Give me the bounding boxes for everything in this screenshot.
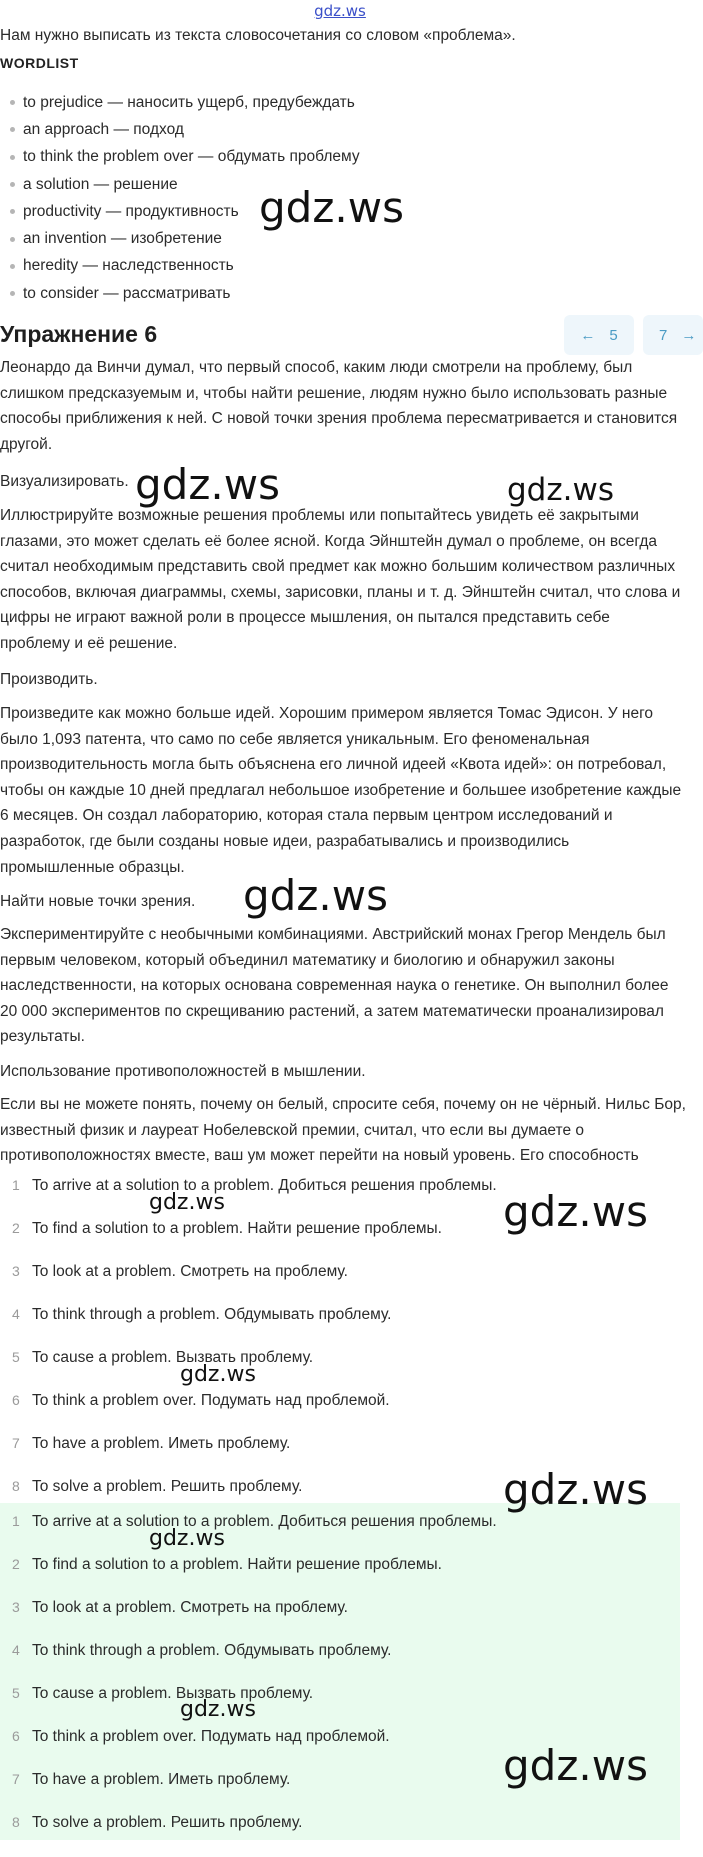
list-item: 3 To look at a problem. Смотреть на проблему.	[12, 1599, 348, 1616]
watermark: gdz.ws	[243, 871, 388, 920]
paragraph: Произведите как можно больше идей. Хорошим примером является Томас Эдисон. У него было 1,093 патента, что само по себе является уникальным. Его феноменальная производительность могла быть объяснена его личной идеей «Квота идей»: он потребовал, чтобы он каждые 10 дней предлагал небольшое изобретение и большее изобретение каждые 6 месяцев. Он создал лабораторию, которая стала первым центром исследований и разработок, где были созданы новые идеи, разрабатывались и производились промышленные образцы.	[0, 705, 682, 876]
section-heading: Использование противоположностей в мышлении.	[0, 1063, 366, 1080]
site-link[interactable]: gdz.ws	[314, 2, 366, 20]
bullet-icon	[10, 264, 15, 269]
wordlist-item: a solution — решение	[0, 171, 360, 198]
wordlist-item: to prejudice — наносить ущерб, предубеждать	[0, 89, 360, 116]
paragraph: Леонардо да Винчи думал, что первый способ, каким люди смотрели на проблему, был слишком предсказуемым и, чтобы найти решение, людям нужно было использовать разные способы приближения к ней. С новой точки зрения проблема пересматривается и становится другой.	[0, 359, 678, 453]
next-exercise-button[interactable]	[643, 315, 703, 355]
paragraph: Экспериментируйте с необычными комбинациями. Австрийский монах Грегор Мендель был первым человеком, который объединил математику и биологию и обнаружил законы наследственности, на которых основана современная наука о генетике. Он выполнил более 20 000 экспериментов по скрещиванию растений, а затем математически проанализировал результаты.	[0, 926, 669, 1046]
bullet-icon	[10, 209, 15, 214]
list-item: 8 To solve a problem. Решить проблему.	[12, 1478, 303, 1495]
list-item: 5 To cause a problem. Вызвать проблему.	[12, 1685, 314, 1702]
list-item: 1 To arrive at a solution to a problem. Добиться решения проблемы.	[12, 1177, 497, 1194]
text-viewport[interactable]	[0, 359, 684, 462]
section-heading: Найти новые точки зрения.	[0, 893, 196, 910]
intro-text: Нам нужно выписать из текста словосочетания со словом «проблема».	[0, 27, 516, 44]
list-item: 2 To find a solution to a problem. Найти решение проблемы.	[12, 1220, 442, 1237]
list-item: 1 To arrive at a solution to a problem. Добиться решения проблемы.	[12, 1513, 497, 1530]
arrow-right-icon: →	[681, 326, 697, 344]
watermark: gdz.ws	[180, 1697, 256, 1722]
section-heading: Визуализировать.	[0, 473, 129, 490]
watermark: gdz.ws	[135, 460, 280, 509]
wordlist-item: to think the problem over — обдумать проблему	[0, 144, 360, 171]
list-item: 7 To have a problem. Иметь проблему.	[12, 1435, 291, 1452]
next-exercise-label: 7	[659, 326, 668, 344]
wordlist-item: productivity — продуктивность	[0, 198, 360, 225]
wordlist-item: heredity — наследственность	[0, 253, 360, 280]
list-item: 6 To think a problem over. Подумать над проблемой.	[12, 1392, 390, 1409]
wordlist-item: an approach — подход	[0, 116, 360, 143]
bullet-icon	[10, 127, 15, 132]
phrase-list-answer	[0, 1513, 497, 1857]
bullet-icon	[10, 100, 15, 105]
list-item: 5 To cause a problem. Вызвать проблему.	[12, 1349, 314, 1366]
wordlist-item: to consider — рассматривать	[0, 280, 360, 307]
prev-exercise-label: 5	[609, 326, 618, 344]
wordlist-item: an invention — изобретение	[0, 225, 360, 252]
paragraph: Иллюстрируйте возможные решения проблемы или попытайтесь увидеть её закрытыми глазами, это может сделать её более ясной. Когда Эйнштейн думал о проблеме, он всегда считал необходимым представить свой предмет как можно большим количеством различных способов, включая диаграммы, схемы, зарисовки, планы и т. д. Эйнштейн считал, что слова и цифры не играют важной роли в процессе мышления, он пытался представить себе проблему и её решение.	[0, 507, 681, 652]
list-item: 4 To think through a problem. Обдумывать проблему.	[12, 1306, 392, 1323]
bullet-icon	[10, 155, 15, 160]
watermark: gdz.ws	[503, 1741, 648, 1790]
bullet-icon	[10, 237, 15, 242]
arrow-left-icon: ←	[580, 326, 596, 344]
watermark: gdz.ws	[149, 1190, 225, 1215]
watermark: gdz.ws	[503, 1187, 648, 1236]
section-heading: Производить.	[0, 671, 98, 688]
list-item: 2 To find a solution to a problem. Найти решение проблемы.	[12, 1556, 442, 1573]
watermark: gdz.ws	[259, 183, 404, 232]
paragraph-truncated: Если вы не можете понять, почему он белый, спросите себя, почему он не чёрный. Нильс Бор, известный физик и лауреат Нобелевской премии, считал, что если вы думаете о противоположностях вместе, ваш ум может перейти на новый уровень. Его способность	[0, 1096, 686, 1165]
watermark: gdz.ws	[180, 1362, 256, 1387]
bullet-icon	[10, 291, 15, 296]
list-item: 6 To think a problem over. Подумать над проблемой.	[12, 1728, 390, 1745]
list-item: 3 To look at a problem. Смотреть на проблему.	[12, 1263, 348, 1280]
phrase-list	[0, 1177, 497, 1521]
list-item: 8 To solve a problem. Решить проблему.	[12, 1814, 303, 1831]
exercise-title: Упражнение 6	[0, 321, 158, 347]
list-item: 7 To have a problem. Иметь проблему.	[12, 1771, 291, 1788]
watermark: gdz.ws	[149, 1526, 225, 1551]
prev-exercise-button[interactable]	[564, 315, 634, 355]
list-item: 4 To think through a problem. Обдумывать проблему.	[12, 1642, 392, 1659]
bullet-icon	[10, 182, 15, 187]
watermark: gdz.ws	[503, 1465, 648, 1514]
watermark: gdz.ws	[507, 472, 614, 508]
wordlist-heading: WORDLIST	[0, 55, 79, 71]
